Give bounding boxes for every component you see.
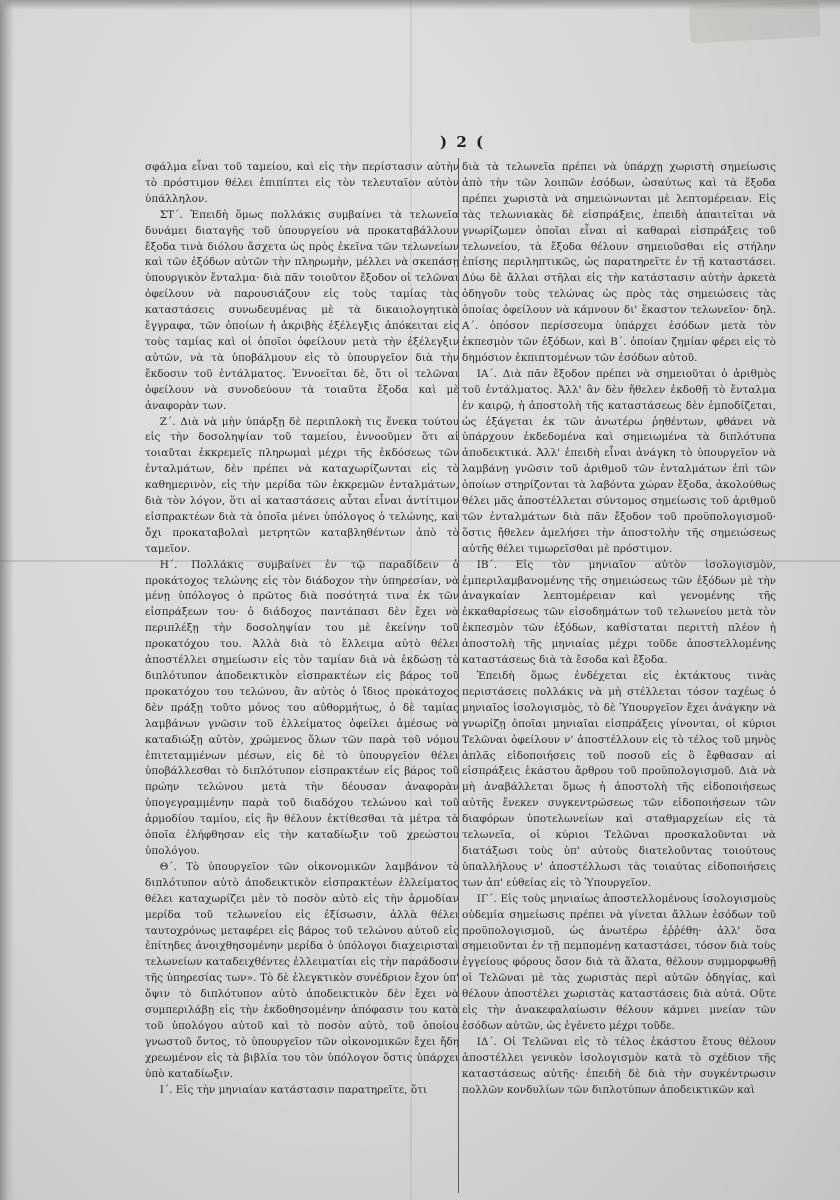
left-column: [145, 160, 459, 1098]
column-divider: [458, 158, 459, 1193]
paragraph: Ἐπειδὴ ὅμως ἐνδέχεται εἰς ἐκτάκτους τινὰς περιστάσεις πολλάκις νὰ μὴ στέλλεται τόσον ταχέως ὁ μηνιαῖος ἰσολογισμὸς, τὸ δὲ Ὑπουργεῖον ἔχει ἀνάγκην νὰ γνωρίζῃ ὁποῖαι μηνιαῖαι εἰσπράξεις γίνονται, οἱ κύριοι Τελῶναι ὀφείλουν ν' ἀποστέλλουν εἰς τὸ τέλος τοῦ μηνὸς ἁπλᾶς εἰδοποιήσεις τοῦ ποσοῦ εἰς ὃ ἔφθασαν αἱ εἰσπράξεις ἑκάστου ἄρθρου τοῦ προϋπολογισμοῦ. Διὰ νὰ μὴ ἀναβάλλεται ὅμως ἡ ἀποστολὴ τῆς εἰδοποιήσεως αὐτῆς ἕνεκεν συγκεντρώσεως τῶν εἰδοποιήσεων τῶν διαφόρων ὑποτελωνείων καὶ σταθμαρχείων εἰς τὰ τελωνεῖα, οἱ κύριοι Τελῶναι προσκαλοῦνται νὰ διατάξωσι τοὺς ὑπ' αὐτοὺς διατελοῦντας τοιούτους ὑπαλλήλους ν' ἀποστέλλωσι τὰς τοιαύτας εἰδοποιήσεις των ἀπ' εὐθείας εἰς τὸ Ὑπουργεῖον.: [462, 670, 776, 889]
page-number: ) 2 (: [440, 133, 486, 151]
paragraph: Ζ΄. Διὰ νὰ μὴν ὑπάρξῃ δὲ περιπλοκὴ τις ἕνεκα τούτου εἰς τὴν δοσοληψίαν τοῦ ταμείου, ἐννοοῦμεν ὅτι αἱ τοιαῦται ἐκκρεμεῖς πληρωμαὶ μέχρι τῆς ἐκδόσεως τῶν ἐνταλμάτων, δὲν πρέπει νὰ καταχωρίζωνται εἰς τὸ καθημερινὸν, εἰς τὴν μερίδα τῶν ἐκκρεμῶν ἐνταλμάτων, διὰ τὸν λόγον, ὅτι αἱ καταστάσεις αὗται εἶναι ἀντίτιμον εἰσπρακτέων διὰ τὰ ὁποῖα μένει ὑπόλογος ὁ τελώνης, καὶ ὄχι προκαταβολαὶ μετρητῶν καταβληθέντων ἀπὸ τὸ ταμεῖον.: [145, 415, 459, 555]
paragraph: διὰ τὰ τελωνεῖα πρέπει νὰ ὑπάρχῃ χωριστὴ σημείωσις ἀπὸ τὴν τῶν λοιπῶν ἐσόδων, ὡσαύτως καὶ τὰ ἔξοδα πρέπει χωριστὰ νὰ σημειώνωνται μὲ λεπτομέρειαν. Εἰς τὰς τελωνιακὰς δὲ εἰσπράξεις, ἐπειδὴ ἀπαιτεῖται νὰ γνωρίζωμεν ὁποῖαι εἶναι αἱ καθαραὶ εἰσπράξεις τοῦ τελωνείου, τὰ ἔξοδα θέλουν σημειοῦσθαι εἰς στήλην ἐπίσης περιληπτικῶς, ὡς παρατηρεῖτε ἐν τῇ καταστάσει. Δύω δὲ ἄλλαι στῆλαι εἰς τὴν κατάστασιν αὐτὴν ἀρκετὰ ὁδηγοῦν τοὺς τελώνας ὡς πρὸς τὰς σημειώσεις τὰς ὁποίας ὀφείλουν νὰ κάμνουν δι' ἕκαστον τελωνεῖον· δηλ. Α΄. ὁπόσον περίσσευμα ὑπάρχει ἐσόδων μετὰ τὸν ἐκπεσμὸν τῶν ἐξόδων, καὶ Β΄. ὁποίαν ζημίαν φέρει εἰς τὸ δημόσιον ἐκπιπτομένων τῶν ἐσόδων αὐτοῦ.: [462, 161, 776, 364]
paragraph: Ι΄. Εἰς τὴν μηνιαίαν κατάστασιν παρατηρεῖτε, ὅτι: [159, 1083, 428, 1096]
paragraph: σφάλμα εἶναι τοῦ ταμείου, καὶ εἰς τὴν περίστασιν αὐτὴν τὸ πρόστιμον θέλει ἐπιπίπτει εἰς τὸν τελευταῖον αὐτὸν ὑπάλληλον.: [145, 161, 459, 205]
paragraph: ΙΔ΄. Οἱ Τελῶναι εἰς τὸ τέλος ἑκάστου ἔτους θέλουν ἀποστέλλει γενικὸν ἰσολογισμὸν κατὰ τὸ σχέδιον τῆς καταστάσεως αὐτῆς· ἐπειδὴ δὲ διὰ τὴν συγκέντρωσιν πολλῶν κονδυλίων τῶν διπλοτύπων ἀποδεικτικῶν καὶ: [462, 1035, 776, 1096]
paper-stain: [689, 1, 821, 44]
paragraph: ΙΒ΄. Εἰς τὸν μηνιαῖον αὐτὸν ἰσολογισμὸν, ἐμπεριλαμβανομένης τῆς σημειώσεως τῶν ἐξόδων μὲ τὴν ἀναγκαίαν λεπτομέρειαν καὶ γενομένης τῆς ἐκκαθαρίσεως τῶν εἰσοδημάτων τοῦ τελωνείου μετὰ τὸν ἐκπεσμὸν τῶν ἐξόδων, καθίσταται περιττὴ πλέον ἡ ἀποστολὴ τῆς μηνιαίας μέχρι τοῦδε ἀποστελλομένης καταστάσεως διὰ τὰ ἔσοδα καὶ ἔξοδα.: [462, 558, 776, 667]
paragraph: ΙΓ΄. Εἰς τοὺς μηνιαίως ἀποστελλομένους ἰσολογισμοὺς οὐδεμία σημείωσις πρέπει νὰ γίνεται ἄλλων ἐσόδων τοῦ προϋπολογισμοῦ, ὡς ἀνωτέρω ἐῤῥέθη· ἀλλ' ὅσα σημειοῦνται ἐν τῇ πεμπομένῃ καταστάσει, τόσον διὰ τοὺς ἐγγείους φόρους ὅσον διὰ τὰ ἅλατα, θέλουν συμμορφωθῇ οἱ Τελῶναι μὲ τὰς χωριστὰς περὶ αὐτῶν ὁδηγίας, καὶ θέλουν ἀποστέλει χωριστὰς καταστάσεις διὰ αὐτά. Οὕτε εἰς τὴν ἀνακεφαλαίωσιν θέλουν κάμνει μνείαν τῶν ἐσόδων αὐτῶν, ὡς ἐγένετο μέχρι τοῦδε.: [462, 892, 776, 1032]
right-column: [462, 160, 776, 1098]
page-edge-shadow: [0, 0, 14, 1200]
paragraph: ΣΤ΄. Ἐπειδὴ ὅμως πολλάκις συμβαίνει τὰ τελωνεῖα δυνάμει διαταγῆς τοῦ ὑπουργείου νὰ προκαταβάλλουν ἔξοδα τινὰ διόλου ἄσχετα ὡς πρὸς ἐκεῖνα τῶν τελωνείων καὶ τῶν ἐξόδων αὐτῶν τὴν πληρωμὴν, μέλλει νὰ σκεπάσῃ ὑπουργικὸν ἔνταλμα· διὰ πᾶν τοιοῦτον ἔξοδον οἱ τελῶναι ὀφείλουν νὰ παρουσιάζουν εἰς τοὺς ταμίας τὰς καταστάσεις συνωδευμένας μὲ τὰ δικαιολογητικὰ ἔγγραφα, τῶν ὁποίων ἡ ἀκριβὴς ἐξέλεγξις ἀπόκειται εἰς τοὺς ταμίας καὶ οἱ ὁποῖοι ὀφείλουν μετὰ τὴν ἐξέλεγξιν αὐτῶν, νὰ τὰ ὑποβάλμουν εἰς τὸ ὑπουργεῖον διὰ τὴν ἔκδοσιν τοῦ ἐντάλματος. Ἐννοεῖται δὲ, ὅτι οἱ τελῶναι ὀφείλουν νὰ συνοδεύουν τὰ τοιαῦτα ἔξοδα καὶ μὲ ἀναφορὰν των.: [145, 208, 459, 412]
paragraph: Η΄. Πολλάκις συμβαίνει ἐν τῷ παραδίδειν ὁ προκάτοχος τελώνης εἰς τὸν διάδοχον τὴν ὑπηρεσίαν, νὰ μένῃ ὑπόλογος ὁ πρῶτος διὰ ποσότητά τινα ἐκ τῶν εἰσπράξεων του· ὁ διάδοχος παντάπασι δὲν ἔχει νὰ περιπλέξῃ τὴν δοσοληψίαν του μὲ ἐκείνην τοῦ προκατόχου του. Ἀλλὰ διὰ τὸ ἔλλειμα αὐτὸ θέλει ἀποστέλλει σημείωσιν εἰς τὸν ταμίαν διὰ νὰ ἐκδώσῃ τὸ διπλότυπον ἀποδεικτικὸν εἰσπρακτέων εἰς βάρος τοῦ προκατόχου του τελώνου, ἂν αὐτὸς ὁ ἴδιος προκάτοχος δὲν πράξῃ τοῦτο μόνος του αὐθορμήτως, ὁ δὲ ταμίας λαμβάνων γνῶσιν τοῦ ἐλλείματος ὀφείλει ἀμέσως νὰ καταδιώξῃ αὐτὸν, χρώμενος ὅλων τῶν παρὰ τοῦ νόμου ἐπιτεταμμένων μέσων, εἰς δὲ τὸ ὑπουργεῖον θέλει ὑποβάλλεσθαι τὸ διπλότυπον εἰσπρακτέων εἰς βάρος τοῦ πρώην τελώνου μετὰ τὴν δέουσαν ἀναφορὰν ὑπογεγραμμένην παρὰ τοῦ διαδόχου τελώνου καὶ τοῦ ἁρμοδίου ταμίου, εἰς ἣν θέλουν ἐκτίθεσθαι τὰ μέτρα τὰ ὁποῖα ἐλήφθησαν εἰς τὴν καταδίωξιν τοῦ χρεώστου ὑπολόγου.: [145, 558, 459, 857]
paragraph: ΙΑ΄. Διὰ πᾶν ἔξοδον πρέπει νὰ σημειοῦται ὁ ἀριθμὸς τοῦ ἐντάλματος. Ἀλλ' ἂν δὲν ἤθελεν ἐκδοθῇ τὸ ἔνταλμα ἐν καιρῷ, ἡ ἀποστολὴ τῆς καταστάσεως δὲν ἐμποδίζεται, ὡς ἐξάγεται ἐκ τῶν ἀνωτέρω ῥηθέντων, φθάνει νὰ ὑπάρχουν ἐκδεδομένα καὶ σημειωμένα τὰ διπλότυπα ἀποδεικτικά. Ἀλλ' ἐπειδὴ εἶναι ἀνάγκη τὸ ὑπουργεῖον νὰ λαμβάνῃ γνῶσιν τοῦ ἀριθμοῦ τῶν ἐνταλμάτων ἐπὶ τῶν ὁποίων στηρίζονται τὰ λαβόντα χώραν ἔξοδα, ἀκολούθως θέλει μᾶς ἀποστέλλεται σύντομος σημείωσις τοῦ ἀριθμοῦ τῶν ἐνταλμάτων διὰ πᾶν ἔξοδον τοῦ προϋπολογισμοῦ· ὅστις ἤθελεν ἀμελήσει τὴν ἀποστολὴν τῆς σημειώσεως αὐτῆς θέλει τιμωρεῖσθαι μὲ πρόστιμον.: [462, 367, 776, 555]
paragraph: Θ΄. Τὸ ὑπουργεῖον τῶν οἰκονομικῶν λαμβάνον τὸ διπλότυπον αὐτὸ ἀποδεικτικὸν εἰσπρακτέων ἐλλείματος θέλει καταχωρίζει μὲν τὸ ποσὸν αὐτὸ εἰς τὴν ἁρμοδίαν μερίδα τοῦ τελωνείου εἰς ἐξίσωσιν, ἀλλὰ θέλει ταυτοχρόνως μεταφέρει εἰς βάρος τοῦ τελώνου αὐτοῦ εἰς ἐπίτηδες ἀνοιχθησομένην μερίδα ὁ ὑπόλογοι διαχειρισταὶ τελωνείων καταδειχθέντες ἐλλειματίαι εἰς τὴν παράδοσιν τῆς ὑπηρεσίας των». Τὸ δὲ ἐλεγκτικὸν συνέδριον ἔχον ὑπ' ὄψιν τὸ διπλότυπον αὐτὸ ἀποδεικτικὸν δὲν ἔχει νὰ συμπεριλάβῃ εἰς τὴν ἐκδοθησομένην ἀπόφασιν του κατὰ τοῦ ὑπολόγου αὐτοῦ καὶ τὸ ποσὸν αὐτὸ, τοῦ ὁποίου γνωστοῦ ὄντος, τὸ ὑπουργεῖον τῶν οἰκονομικῶν ἔχει ἤδη χρεωμένον εἰς τὰ βιβλία του τὸν ὑπόλογον ὅστις ὑπάρχει ὑπὸ καταδίωξιν.: [145, 860, 459, 1080]
